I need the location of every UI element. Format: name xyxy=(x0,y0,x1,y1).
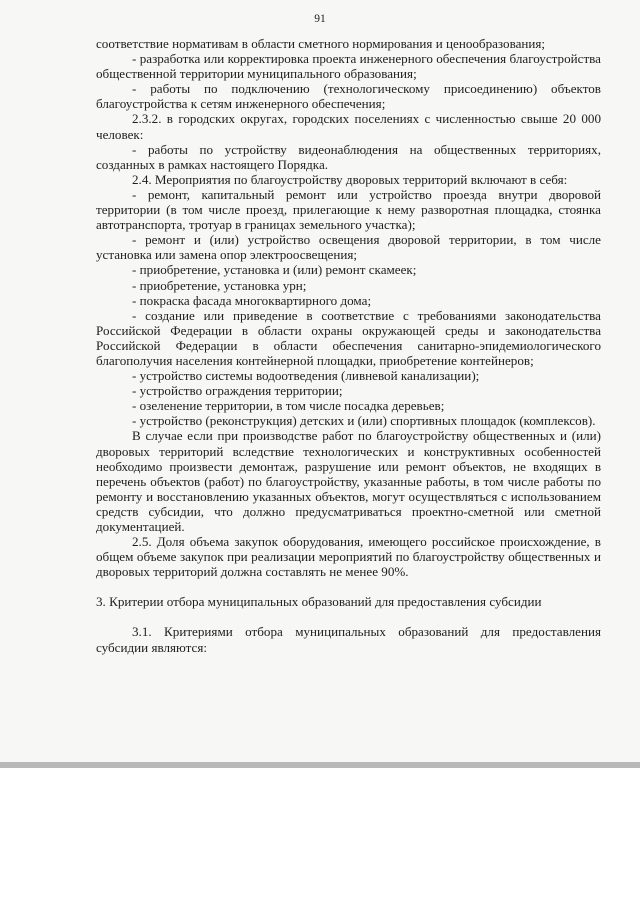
list-item: - приобретение, установка урн; xyxy=(132,277,307,293)
list-item: - ремонт, капитальный ремонт или устройство проезда внутри дворовой территории (в том числе проезд, прилегающие к нему разворотная площадка, стоянка автотранспорта, тротуар в границах земельного участка); xyxy=(96,186,601,233)
list-item: - устройство ограждения территории; xyxy=(132,383,343,399)
list-item: - устройство системы водоотведения (ливневой канализации); xyxy=(132,368,480,384)
list-item: - приобретение, установка и (или) ремонт скамеек; xyxy=(132,262,417,278)
page-number: 91 xyxy=(314,13,326,25)
paragraph: 2.4. Мероприятия по благоустройству дворовых территорий включают в себя: xyxy=(132,171,568,187)
list-item: - создание или приведение в соответствие с требованиями законодательства Российской Федерации в области охраны окружающей среды и законодательства Российской Федерации в области обеспечения санитарно-эпидемиологического благополучия населения контейнерной площадки, приобретение контейнеров; xyxy=(96,307,601,368)
list-item: - работы по подключению (технологическому присоединению) объектов благоустройства к сетям инженерного обеспечения; xyxy=(96,81,601,112)
paragraph: соответствие нормативам в области сметного нормирования и ценообразования; xyxy=(96,36,546,51)
paragraph: 2.5. Доля объема закупок оборудования, имеющего российское происхождение, в общем объеме закупок при реализации мероприятий по благоустройству общественных и дворовых территорий должна составлять не менее 90%. xyxy=(96,534,601,580)
paragraph: 3.1. Критериями отбора муниципальных образований для предоставления субсидии являются: xyxy=(96,624,601,655)
list-item: - озеленение территории, в том числе посадка деревьев; xyxy=(132,398,445,414)
section-heading: 3. Критерии отбора муниципальных образований для предоставления субсидии xyxy=(96,594,542,610)
list-item: - устройство (реконструкция) детских и (или) спортивных площадок (комплексов). xyxy=(132,413,596,429)
list-item: - ремонт и (или) устройство освещения дворовой территории, в том числе установка или замена опор электроосвещения; xyxy=(96,232,601,263)
paragraph: В случае если при производстве работ по благоустройству общественных и (или) дворовых территорий вследствие технологических и конструктивных особенностей необходимо произвести демонтаж, разрушение или ремонт объектов, не входящих в перечень объектов (работ) по благоустройству, указанные работы, в том числе работы по ремонту и восстановлению указанных объектов, могут осуществляться с использованием средств субсидии, что должно предусматриваться проектно-сметной или сметной документацией. xyxy=(96,428,601,534)
list-item: - работы по устройству видеонаблюдения на общественных территориях, созданных в рамках настоящего Порядка. xyxy=(96,141,601,172)
list-item: - разработка или корректировка проекта инженерного обеспечения благоустройства общественной территории муниципального образования; xyxy=(96,51,601,82)
list-item: - покраска фасада многоквартирного дома; xyxy=(132,292,372,308)
paragraph: 2.3.2. в городских округах, городских поселениях с численностью свыше 20 000 человек: xyxy=(96,111,601,142)
document-body xyxy=(96,36,601,655)
